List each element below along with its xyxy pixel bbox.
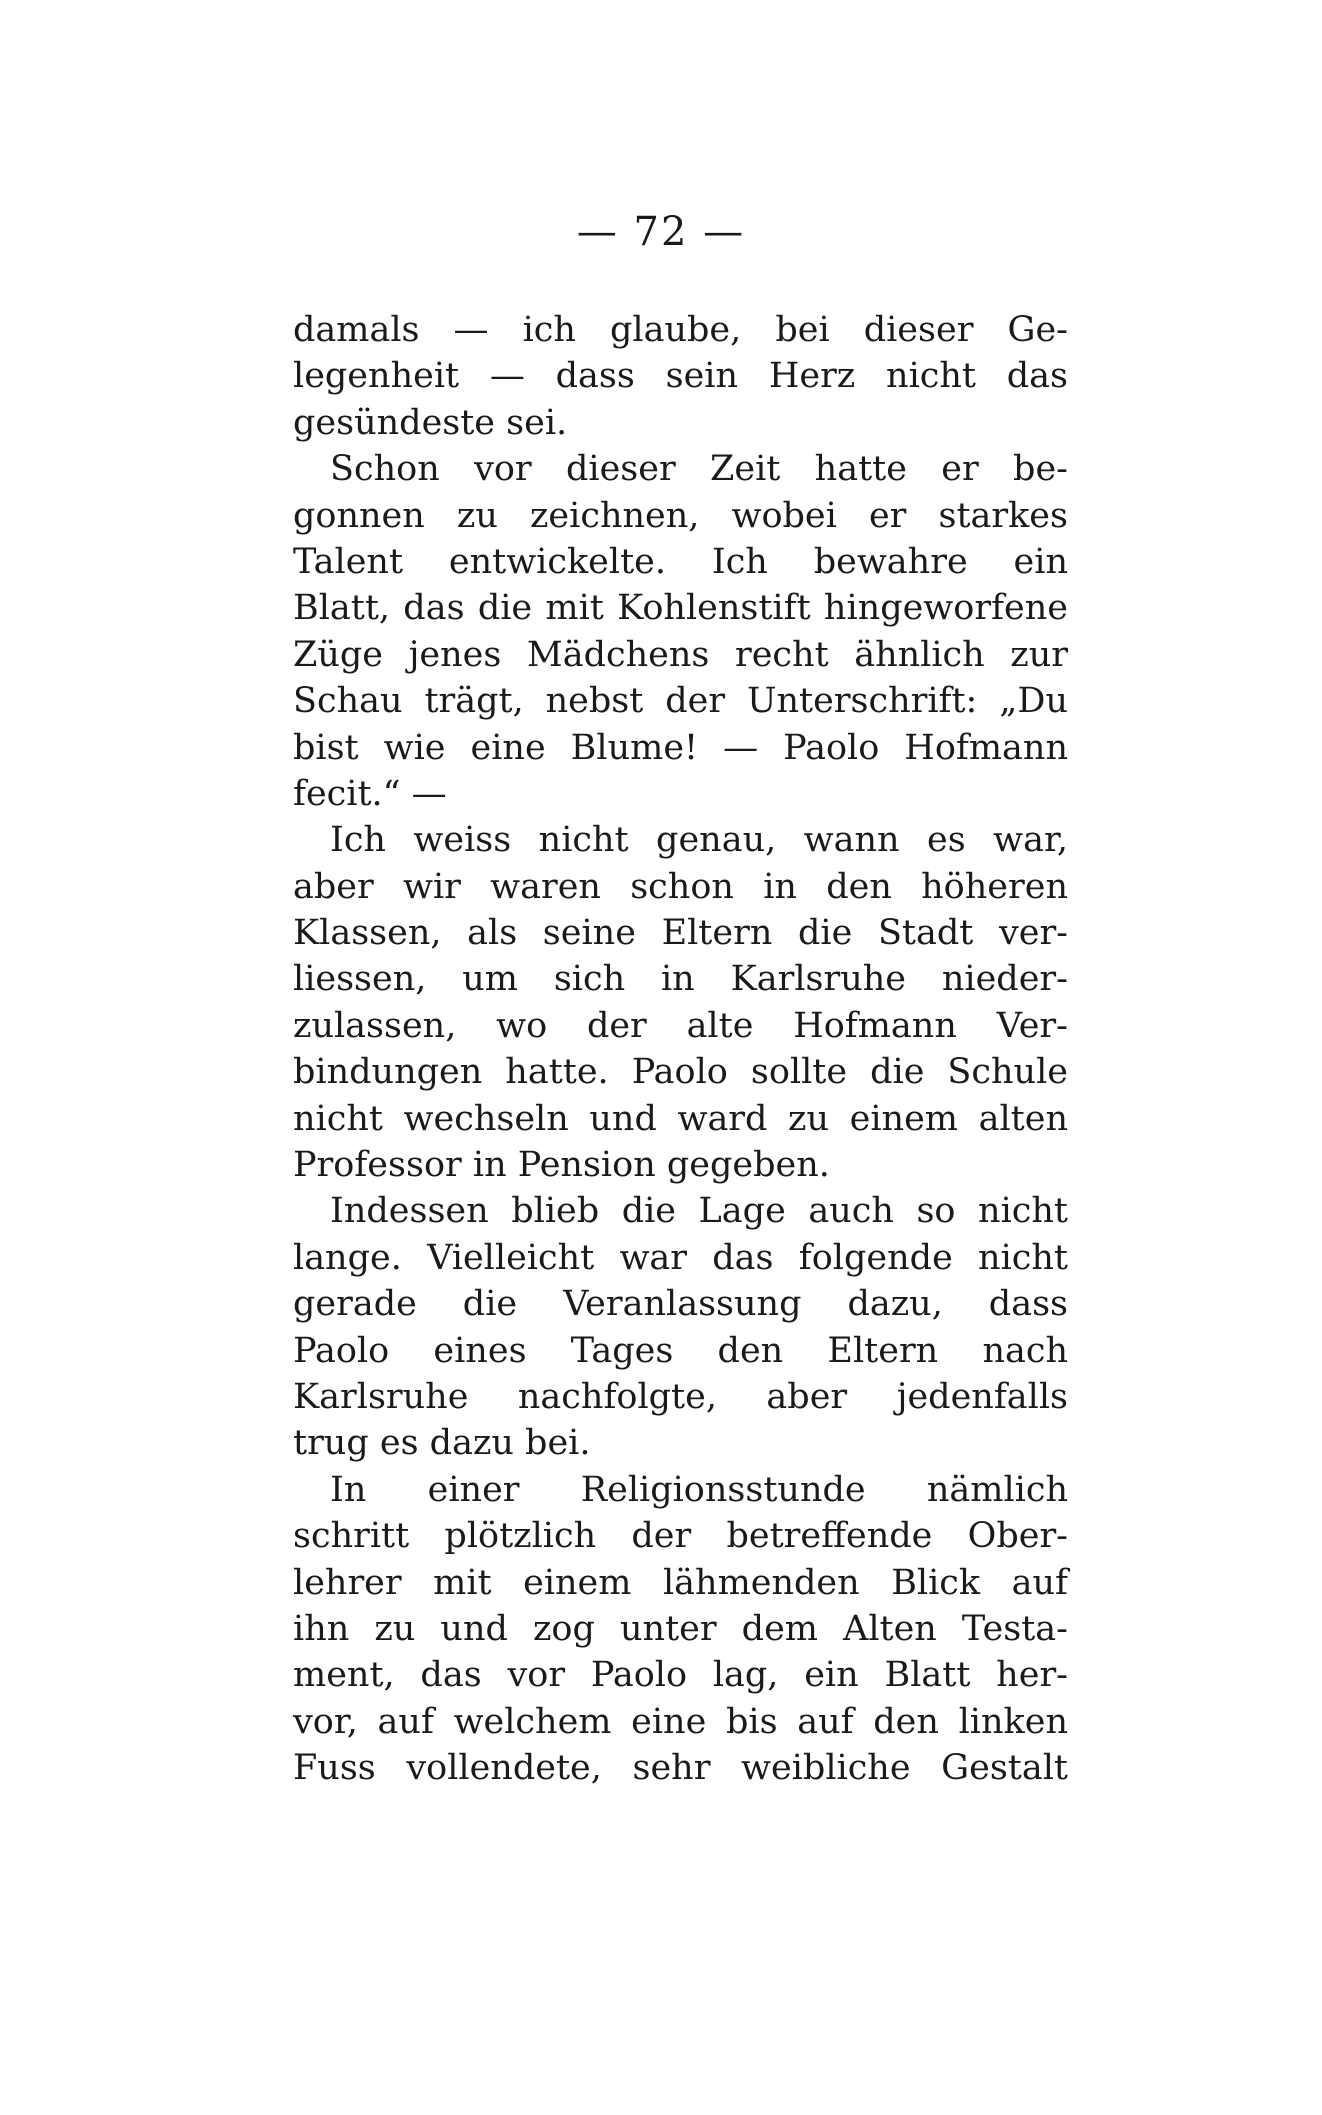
body-text — [293, 307, 1068, 1792]
page-number: — 72 — — [576, 209, 746, 255]
text-line: aber wir waren schon in den höheren — [293, 866, 1068, 907]
text-line: Professor in Pension gegeben. — [293, 1145, 830, 1186]
text-line: legenheit — dass sein Herz nicht das — [293, 356, 1068, 397]
text-line: liessen, um sich in Karlsruhe nieder- — [293, 959, 1068, 1000]
text-line: damals — ich glaube, bei dieser Ge- — [293, 310, 1068, 350]
text-line: gerade die Veranlassung dazu, dass — [293, 1284, 1068, 1325]
text-line: Talent entwickelte. Ich bewahre ein — [293, 541, 1068, 582]
text-line: ment, das vor Paolo lag, ein Blatt her- — [293, 1655, 1068, 1696]
text-line: schritt plötzlich der betreffende Ober- — [293, 1516, 1068, 1557]
text-line: Ich weiss nicht genau, wann es war, — [330, 820, 1068, 861]
text-line: lange. Vielleicht war das folgende nicht — [293, 1237, 1068, 1278]
text-line: Blatt, das die mit Kohlenstift hingeworfene — [293, 588, 1068, 629]
text-line: zulassen, wo der alte Hofmann Ver- — [293, 1005, 1068, 1046]
text-line: Züge jenes Mädchens recht ähnlich zur — [293, 634, 1068, 675]
text-line: Schon vor dieser Zeit hatte er be- — [330, 449, 1068, 490]
text-line: ihn zu und zog unter dem Alten Testa- — [293, 1608, 1068, 1649]
text-line: gesündeste sei. — [293, 402, 568, 443]
text-line: Klassen, als seine Eltern die Stadt ver- — [293, 913, 1068, 954]
text-line: bindungen hatte. Paolo sollte die Schule — [293, 1052, 1068, 1093]
text-line: In einer Religionsstunde nämlich — [330, 1469, 1068, 1510]
text-line: Fuss vollendete, sehr weibliche Gestalt — [293, 1748, 1068, 1789]
text-line: gonnen zu zeichnen, wobei er starkes — [293, 495, 1068, 536]
text-line: trug es dazu bei. — [293, 1423, 591, 1464]
text-line: vor, auf welchem eine bis auf den linken — [293, 1701, 1068, 1742]
text-line: Karlsruhe nachfolgte, aber jedenfalls — [293, 1376, 1068, 1417]
text-line: Indessen blieb die Lage auch so nicht — [330, 1191, 1068, 1232]
text-line: lehrer mit einem lähmenden Blick auf — [293, 1562, 1068, 1603]
text-line: Schau trägt, nebst der Unterschrift: „Du — [293, 681, 1068, 722]
text-line: fecit.“ — — [293, 773, 447, 814]
text-line: Paolo eines Tages den Eltern nach — [293, 1330, 1068, 1371]
text-line: nicht wechseln und ward zu einem alten — [293, 1098, 1068, 1139]
text-line: bist wie eine Blume! — Paolo Hofmann — [293, 727, 1068, 768]
